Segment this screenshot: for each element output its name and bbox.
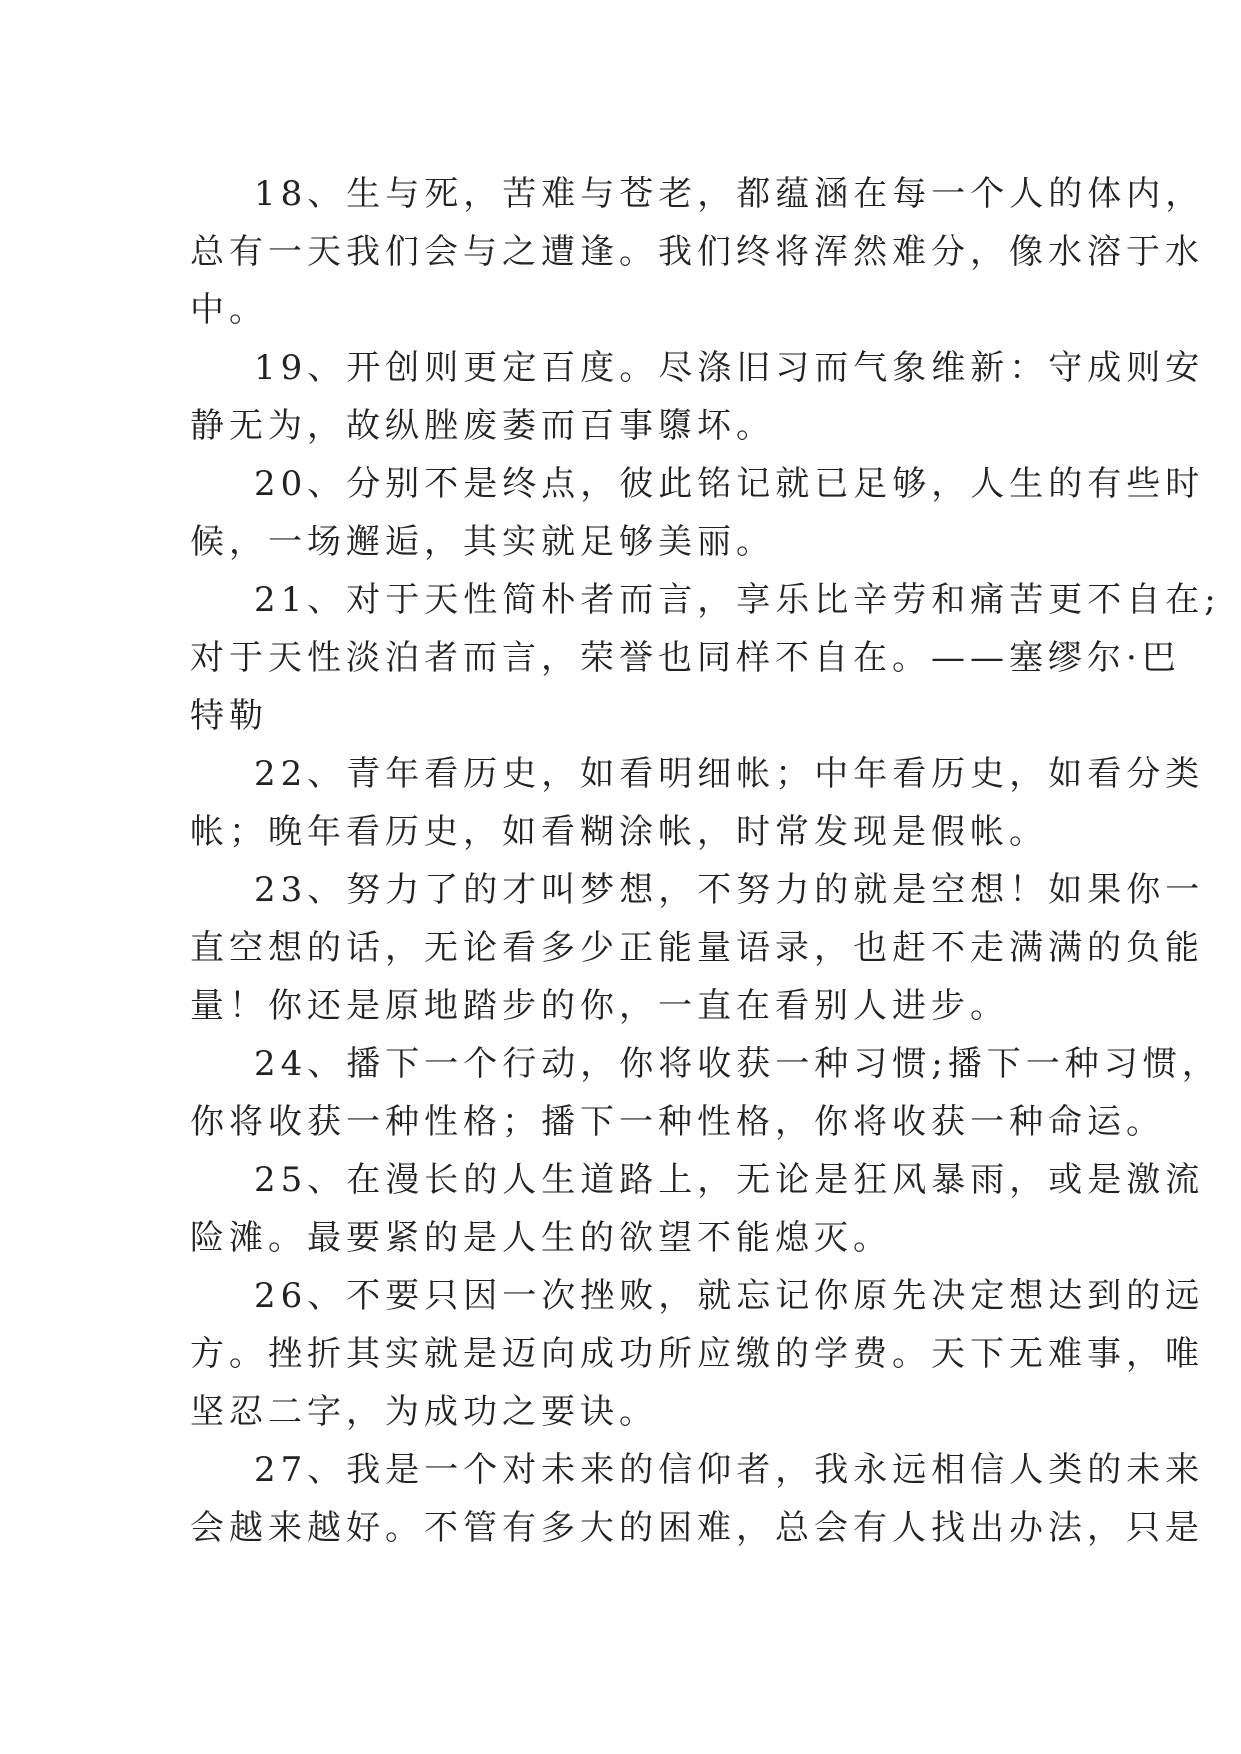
paragraph-23	[190, 861, 1205, 1035]
paragraph-19	[190, 339, 1205, 455]
paragraph-line: 会越来越好。不管有多大的困难，总会有人找出办法，只是	[190, 1508, 1204, 1548]
paragraph-line: 总有一天我们会与之遭逢。我们终将浑然难分，像水溶于水	[190, 232, 1204, 272]
paragraph-18	[190, 165, 1205, 339]
paragraph-line: 量！你还是原地踏步的你，一直在看别人进步。	[190, 986, 1009, 1026]
paragraph-line: 对于天性淡泊者而言，荣誉也同样不自在。——塞缪尔·巴	[190, 638, 1181, 678]
paragraph-line: 21、对于天性简朴者而言，享乐比辛劳和痛苦更不自在;	[254, 580, 1221, 620]
paragraph-line: 27、我是一个对未来的信仰者，我永远相信人类的未来	[254, 1450, 1205, 1490]
paragraph-line: 方。挫折其实就是迈向成功所应缴的学费。天下无难事，唯	[190, 1334, 1204, 1374]
paragraph-line: 你将收获一种性格；播下一种性格，你将收获一种命运。	[190, 1102, 1165, 1142]
paragraph-line: 静无为，故纵脞废萎而百事隳坏。	[190, 406, 775, 446]
paragraph-line: 候，一场邂逅，其实就足够美丽。	[190, 522, 775, 562]
paragraph-20	[190, 455, 1205, 571]
paragraph-line: 19、开创则更定百度。尽涤旧习而气象维新：守成则安	[254, 348, 1205, 388]
paragraph-line: 20、分别不是终点，彼此铭记就已足够，人生的有些时	[254, 464, 1205, 504]
paragraph-line: 23、努力了的才叫梦想，不努力的就是空想！如果你一	[254, 870, 1205, 910]
paragraph-line: 坚忍二字，为成功之要诀。	[190, 1392, 658, 1432]
paragraph-25	[190, 1151, 1205, 1267]
paragraph-24	[190, 1035, 1221, 1151]
paragraph-22	[190, 745, 1205, 861]
paragraph-line: 26、不要只因一次挫败，就忘记你原先决定想达到的远	[254, 1276, 1205, 1316]
paragraph-line: 中。	[190, 290, 268, 330]
paragraph-line: 特勒	[190, 696, 268, 736]
paragraph-line: 25、在漫长的人生道路上，无论是狂风暴雨，或是激流	[254, 1160, 1205, 1200]
paragraph-27	[190, 1441, 1205, 1557]
paragraph-line: 22、青年看历史，如看明细帐；中年看历史，如看分类	[254, 754, 1205, 794]
paragraph-26	[190, 1267, 1205, 1441]
paragraph-line: 24、播下一个行动，你将收获一种习惯;播下一种习惯，	[254, 1044, 1221, 1084]
document-body	[190, 165, 1221, 1557]
paragraph-line: 18、生与死，苦难与苍老，都蕴涵在每一个人的体内，	[254, 174, 1205, 214]
paragraph-line: 直空想的话，无论看多少正能量语录，也赶不走满满的负能	[190, 928, 1204, 968]
paragraph-21	[190, 571, 1221, 745]
paragraph-line: 帐；晚年看历史，如看糊涂帐，时常发现是假帐。	[190, 812, 1048, 852]
paragraph-line: 险滩。最要紧的是人生的欲望不能熄灭。	[190, 1218, 892, 1258]
